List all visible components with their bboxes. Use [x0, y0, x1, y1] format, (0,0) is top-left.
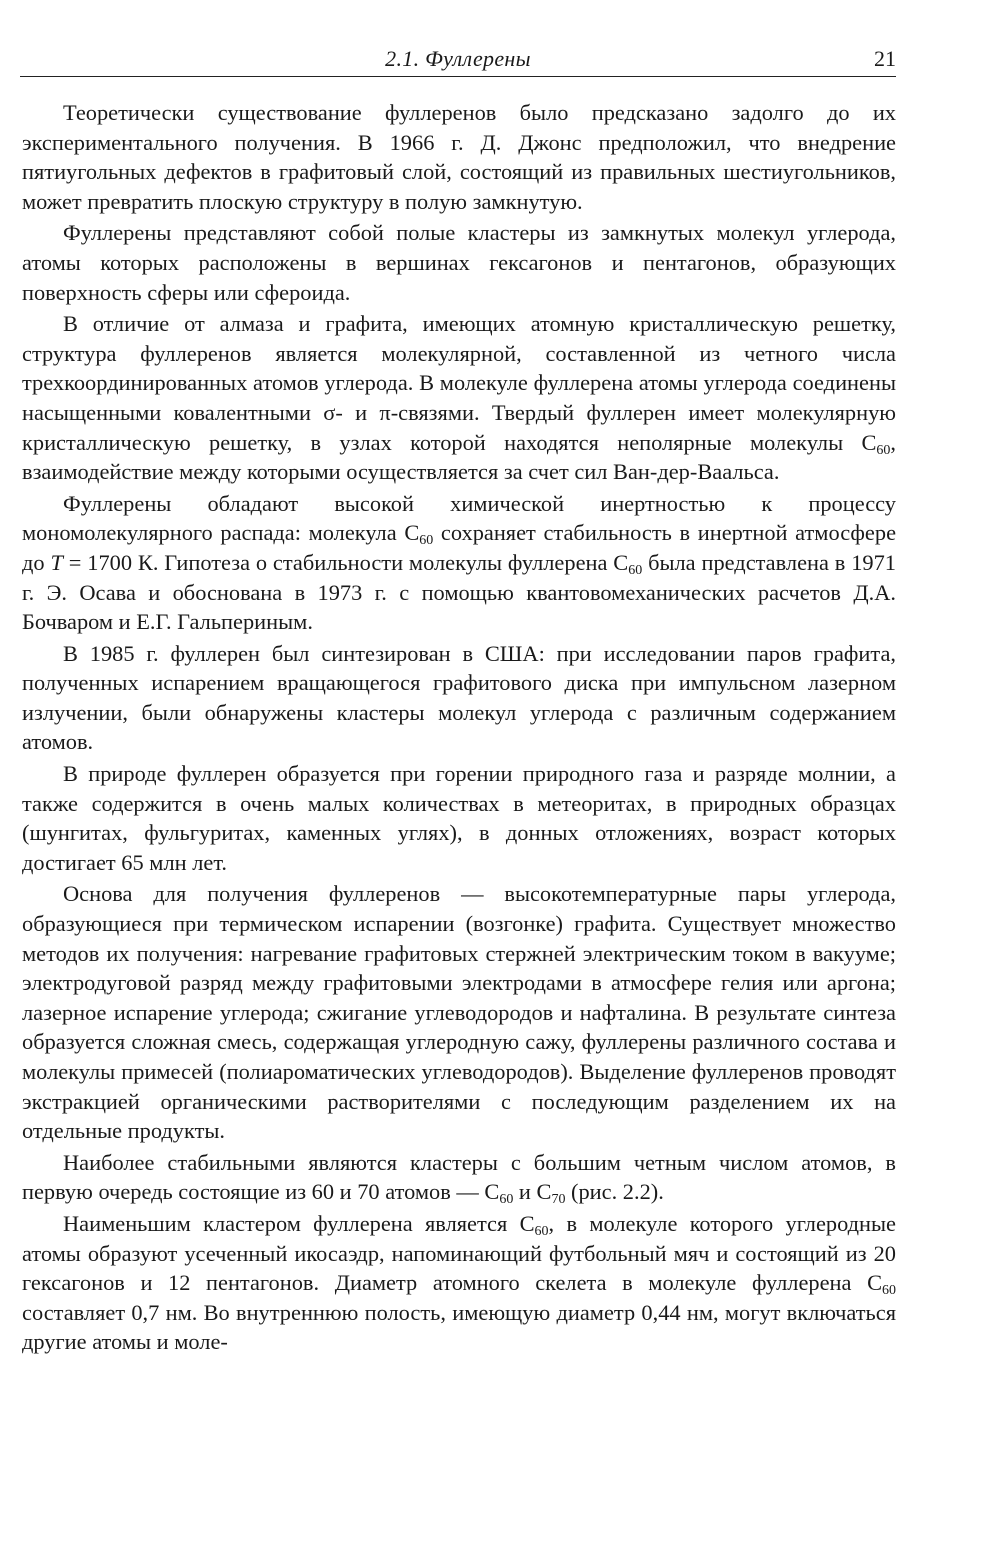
body-text	[22, 98, 896, 1359]
text-segment: (рис. 2.2).	[565, 1179, 664, 1205]
variable-t: T	[50, 549, 63, 575]
text-segment: и C	[513, 1179, 552, 1205]
page-number: 21	[874, 46, 896, 71]
paragraph-c60-structure	[22, 1209, 896, 1357]
text-segment: , в молекуле которого углеродные атомы образуют усеченный икосаэдр, напоминающий футбольный мяч и состоящий из 20 гексагонов и 12 пентагонов. Диаметр атомного скелета в молекуле фуллерена C	[22, 1210, 896, 1296]
section-title: 2.1. Фуллерены	[385, 46, 531, 71]
paragraph-fullerene-nature: В природе фуллерен образуется при горении природного газа и разряде молнии, а также содержится в очень малых количествах в метеоритах, в природных образцах (шунгитах, фульгуритах, каменных углях), в донных отложениях, возраст которых достигает 65 млн лет.	[22, 761, 896, 875]
paragraph-fullerene-definition: Фуллерены представляют собой полые кластеры из замкнутых молекул углерода, атомы которых расположены в вершинах гексагонов и пентагонов, образующих поверхность сферы или сфероида.	[22, 220, 896, 305]
subscript: 60	[882, 1283, 896, 1299]
subscript: 60	[534, 1223, 549, 1239]
text-segment: составляет 0,7 нм. Во внутреннюю полость, имеющую диаметр 0,44 нм, могут включаться другие атомы и моле-	[22, 1299, 896, 1355]
text-segment: = 1700 К. Гипотеза о стабильности молекулы фуллерена C	[62, 549, 629, 575]
subscript: 60	[499, 1192, 514, 1208]
text-segment: Фуллерены обладают высокой химической инертностью к процессу мономолекулярного распада: молекула C	[22, 490, 896, 546]
running-header	[20, 44, 896, 77]
text-segment: Наиболее стабильными являются кластеры с большим четным числом атомов, в первую очередь состоящие из 60 и 70 атомов — C	[22, 1149, 896, 1205]
paragraph-fullerene-production: Основа для получения фуллеренов — высокотемпературные пары углерода, образующиеся при термическом испарении (возгонке) графита. Существует множество методов их получения: нагревание графитовых стержней электрическим током в вакууме; электродуговой разряд между графитовыми электродами в атмосфере гелия или аргона; лазерное испарение углерода; сжигание углеводородов и нафталина. В результате синтеза образуется сложная смесь, содержащая углеродную сажу, фуллерены различного состава и молекулы примесей (полиароматических углеводородов). Выделение фуллеренов проводят экстракцией органическими растворителями с последующим разделением их на отдельные продукты.	[22, 881, 896, 1144]
text-segment: Наименьшим кластером фуллерена является C	[63, 1210, 535, 1236]
paragraph-fullerene-structure	[22, 309, 896, 487]
subscript: 60	[419, 533, 434, 549]
paragraph-stable-clusters	[22, 1148, 896, 1207]
subscript: 60	[628, 562, 643, 578]
paragraph-fullerene-stability	[22, 489, 896, 637]
text-segment: была представлена в 1971 г. Э. Осава и обоснована в 1973 г. с помощью квантовомеханических расчетов Д.А. Бочваром и Е.Г. Гальпериным.	[22, 549, 896, 635]
subscript: 70	[551, 1192, 566, 1208]
subscript: 60	[876, 442, 891, 458]
text-segment: сохраняет стабильность в инертной атмосфере до	[22, 520, 897, 575]
paragraph-fullerene-synthesis-1985: В 1985 г. фуллерен был синтезирован в США: при исследовании паров графита, полученных испарением вращающегося графитового диска при импульсном лазерном излучении, были обнаружены кластеры молекул углерода с различным содержанием атомов.	[22, 640, 896, 755]
text-segment: В отличие от алмаза и графита, имеющих атомную кристаллическую решетку, структура фуллеренов является молекулярной, составленной из четного числа трехкоординированных атомов углерода. В молекуле фуллерена атомы углерода соединены насыщенными ковалентными σ- и π-связями. Твердый фуллерен имеет молекулярную кристаллическую решетку, в узлах которой находятся неполярные молекулы C	[22, 311, 896, 455]
text-segment: , взаимодействие между которыми осуществляется за счет сил Ван-дер-Ваальса.	[22, 429, 896, 485]
paragraph-fullerene-prediction: Теоретически существование фуллеренов было предсказано задолго до их экспериментального получения. В 1966 г. Д. Джонс предположил, что внедрение пятиугольных дефектов в графитовый слой, состоящий из правильных шестиугольников, может превратить плоскую структуру в полую замкнутую.	[22, 100, 896, 214]
